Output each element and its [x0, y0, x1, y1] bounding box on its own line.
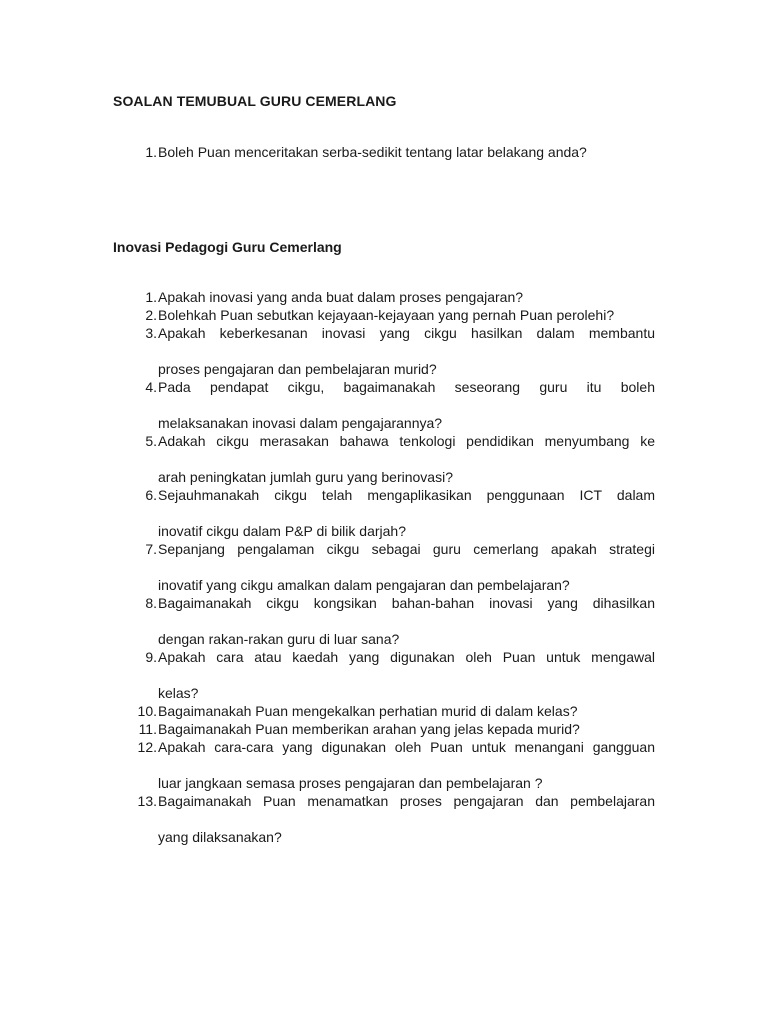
item-number: 7.	[145, 541, 157, 557]
item-text: Apakah cara atau kaedah yang digunakan oleh Puan untuk mengawal	[158, 649, 655, 665]
item-number: 12.	[137, 739, 157, 755]
list-item	[113, 792, 655, 846]
item-text: Boleh Puan menceritakan serba-sedikit tentang latar belakang anda?	[158, 144, 587, 160]
intro-question-list	[113, 143, 655, 161]
item-number: 13.	[137, 793, 157, 809]
item-text-continuation: inovatif yang cikgu amalkan dalam pengajaran dan pembelajaran?	[158, 577, 570, 593]
list-item	[113, 702, 655, 720]
item-text: Apakah cara-cara yang digunakan oleh Puan untuk menangani gangguan	[158, 739, 655, 755]
item-number: 11.	[138, 721, 157, 737]
item-text: Sejauhmanakah cikgu telah mengaplikasikan penggunaan ICT dalam	[158, 487, 655, 503]
list-item	[113, 486, 655, 540]
item-text: Pada pendapat cikgu, bagaimanakah seseorang guru itu boleh	[158, 379, 655, 395]
item-text: Sepanjang pengalaman cikgu sebagai guru cemerlang apakah strategi	[158, 541, 655, 557]
item-text: Bagaimanakah Puan mengekalkan perhatian murid di dalam kelas?	[158, 703, 578, 719]
list-item	[113, 378, 655, 432]
item-text: Bagaimanakah cikgu kongsikan bahan-bahan inovasi yang dihasilkan	[158, 595, 655, 611]
item-number: 8.	[145, 595, 157, 611]
item-number: 9.	[145, 649, 157, 665]
item-text: Bolehkah Puan sebutkan kejayaan-kejayaan yang pernah Puan perolehi?	[158, 307, 615, 323]
question-list	[113, 288, 655, 846]
list-item	[113, 648, 655, 702]
list-item	[113, 143, 655, 161]
list-item	[113, 594, 655, 648]
list-item	[113, 432, 655, 486]
item-number: 1.	[145, 144, 157, 160]
list-item	[113, 324, 655, 378]
item-number: 4.	[145, 379, 157, 395]
item-text-continuation: proses pengajaran dan pembelajaran murid?	[158, 361, 437, 377]
item-text-continuation: inovatif cikgu dalam P&P di bilik darjah?	[158, 523, 406, 539]
item-number: 10.	[137, 703, 157, 719]
list-item	[113, 720, 655, 738]
item-text: Bagaimanakah Puan menamatkan proses pengajaran dan pembelajaran	[158, 793, 655, 809]
item-number: 1.	[145, 289, 157, 305]
list-item	[113, 288, 655, 306]
item-text: Apakah inovasi yang anda buat dalam proses pengajaran?	[158, 289, 524, 305]
list-item	[113, 540, 655, 594]
page-title: SOALAN TEMUBUAL GURU CEMERLANG	[113, 93, 397, 109]
section-heading: Inovasi Pedagogi Guru Cemerlang	[113, 239, 342, 255]
item-number: 5.	[145, 433, 157, 449]
item-number: 3.	[145, 325, 157, 341]
item-text-continuation: melaksanakan inovasi dalam pengajarannya?	[158, 415, 443, 431]
list-item	[113, 738, 655, 792]
item-text: Apakah keberkesanan inovasi yang cikgu hasilkan dalam membantu	[158, 325, 655, 341]
item-text: Adakah cikgu merasakan bahawa tenkologi pendidikan menyumbang ke	[158, 433, 655, 449]
item-text-continuation: dengan rakan-rakan guru di luar sana?	[158, 631, 400, 647]
list-item	[113, 306, 655, 324]
item-text-continuation: kelas?	[158, 685, 199, 701]
item-text-continuation: yang dilaksanakan?	[158, 829, 282, 845]
item-text: Bagaimanakah Puan memberikan arahan yang jelas kepada murid?	[158, 721, 580, 737]
item-text-continuation: luar jangkaan semasa proses pengajaran dan pembelajaran ?	[158, 775, 543, 791]
item-number: 2.	[145, 307, 157, 323]
item-number: 6.	[145, 487, 157, 503]
item-text-continuation: arah peningkatan jumlah guru yang berinovasi?	[158, 469, 453, 485]
